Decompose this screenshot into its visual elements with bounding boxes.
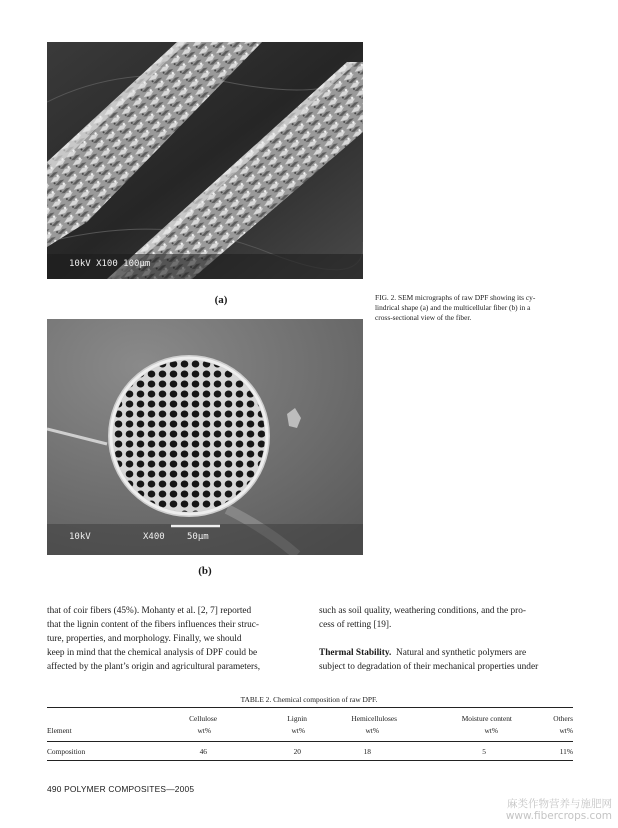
header-lignin: Lignin	[287, 714, 307, 723]
table-title: TABLE 2. Chemical composition of raw DPF.	[240, 695, 378, 704]
header-hemicelluloses: Hemicelluloses	[351, 714, 397, 723]
cell-others: 11%	[559, 746, 573, 756]
left-column-text	[47, 604, 301, 674]
header-blank	[47, 713, 137, 724]
section-paragraph	[319, 646, 573, 660]
header-unit: wt%	[559, 726, 573, 735]
panel-b-label: (b)	[198, 565, 212, 577]
caption-line: lindrical shape (a) and the multicellular fiber (b) in a	[375, 303, 531, 313]
databar-b-mag: X400	[143, 532, 165, 542]
databar-b-kv: 10kV	[69, 532, 91, 542]
cell-moisture: 5	[482, 746, 486, 756]
text-line: cess of retting [19].	[319, 620, 392, 630]
cell-hemicelluloses: 18	[363, 746, 371, 756]
header-unit: wt%	[484, 726, 498, 735]
caption-line: cross-sectional view of the fiber.	[375, 313, 472, 323]
right-column-text	[319, 604, 573, 674]
header-unit: wt%	[291, 726, 305, 735]
cell-lignin: 20	[293, 746, 301, 756]
header-unit: wt%	[197, 726, 211, 735]
cell-cellulose: 46	[199, 746, 207, 756]
watermark-line1: 麻类作物营养与施肥网	[507, 798, 612, 810]
figure-caption	[375, 293, 573, 324]
header-others: Others	[553, 714, 573, 723]
text-line: that the lignin content of the fibers influences their struc-	[47, 620, 259, 630]
row-label: Composition	[47, 746, 86, 756]
text-line: keep in mind that the chemical analysis of DPF could be	[47, 648, 258, 658]
header-element: Element	[47, 726, 72, 735]
text-line: ture, properties, and morphology. Finally, we should	[47, 634, 242, 644]
databar-b-scale: 50µm	[187, 532, 209, 542]
fiber-longitudinal-image	[47, 42, 363, 279]
sem-micrograph-a	[47, 42, 363, 279]
caption-line: FIG. 2. SEM micrographs of raw DPF showing its cy-	[375, 293, 536, 302]
page-footer: 490 POLYMER COMPOSITES—2005	[47, 784, 195, 794]
composition-table	[47, 707, 573, 761]
panel-a-label: (a)	[214, 294, 228, 306]
section-heading: Thermal Stability.	[319, 648, 392, 658]
text-line: Natural and synthetic polymers are	[395, 648, 527, 658]
watermark-line2: www.fibercrops.com	[505, 810, 612, 822]
databar-a: 10kV X100 100µm	[69, 259, 151, 269]
text-line: subject to degradation of their mechanical properties under	[319, 662, 539, 672]
fiber-cross-section-image	[47, 319, 363, 555]
watermark	[440, 798, 612, 822]
sem-micrograph-b	[47, 319, 363, 555]
header-unit: wt%	[365, 726, 379, 735]
text-line: affected by the plant’s origin and agricultural parameters,	[47, 662, 261, 672]
text-line: such as soil quality, weathering conditions, and the pro-	[319, 606, 526, 616]
text-line: that of coir fibers (45%). Mohanty et al. [2, 7] reported	[47, 606, 252, 616]
header-moisture: Moisture content	[461, 714, 512, 723]
header-cellulose: Cellulose	[189, 714, 217, 723]
